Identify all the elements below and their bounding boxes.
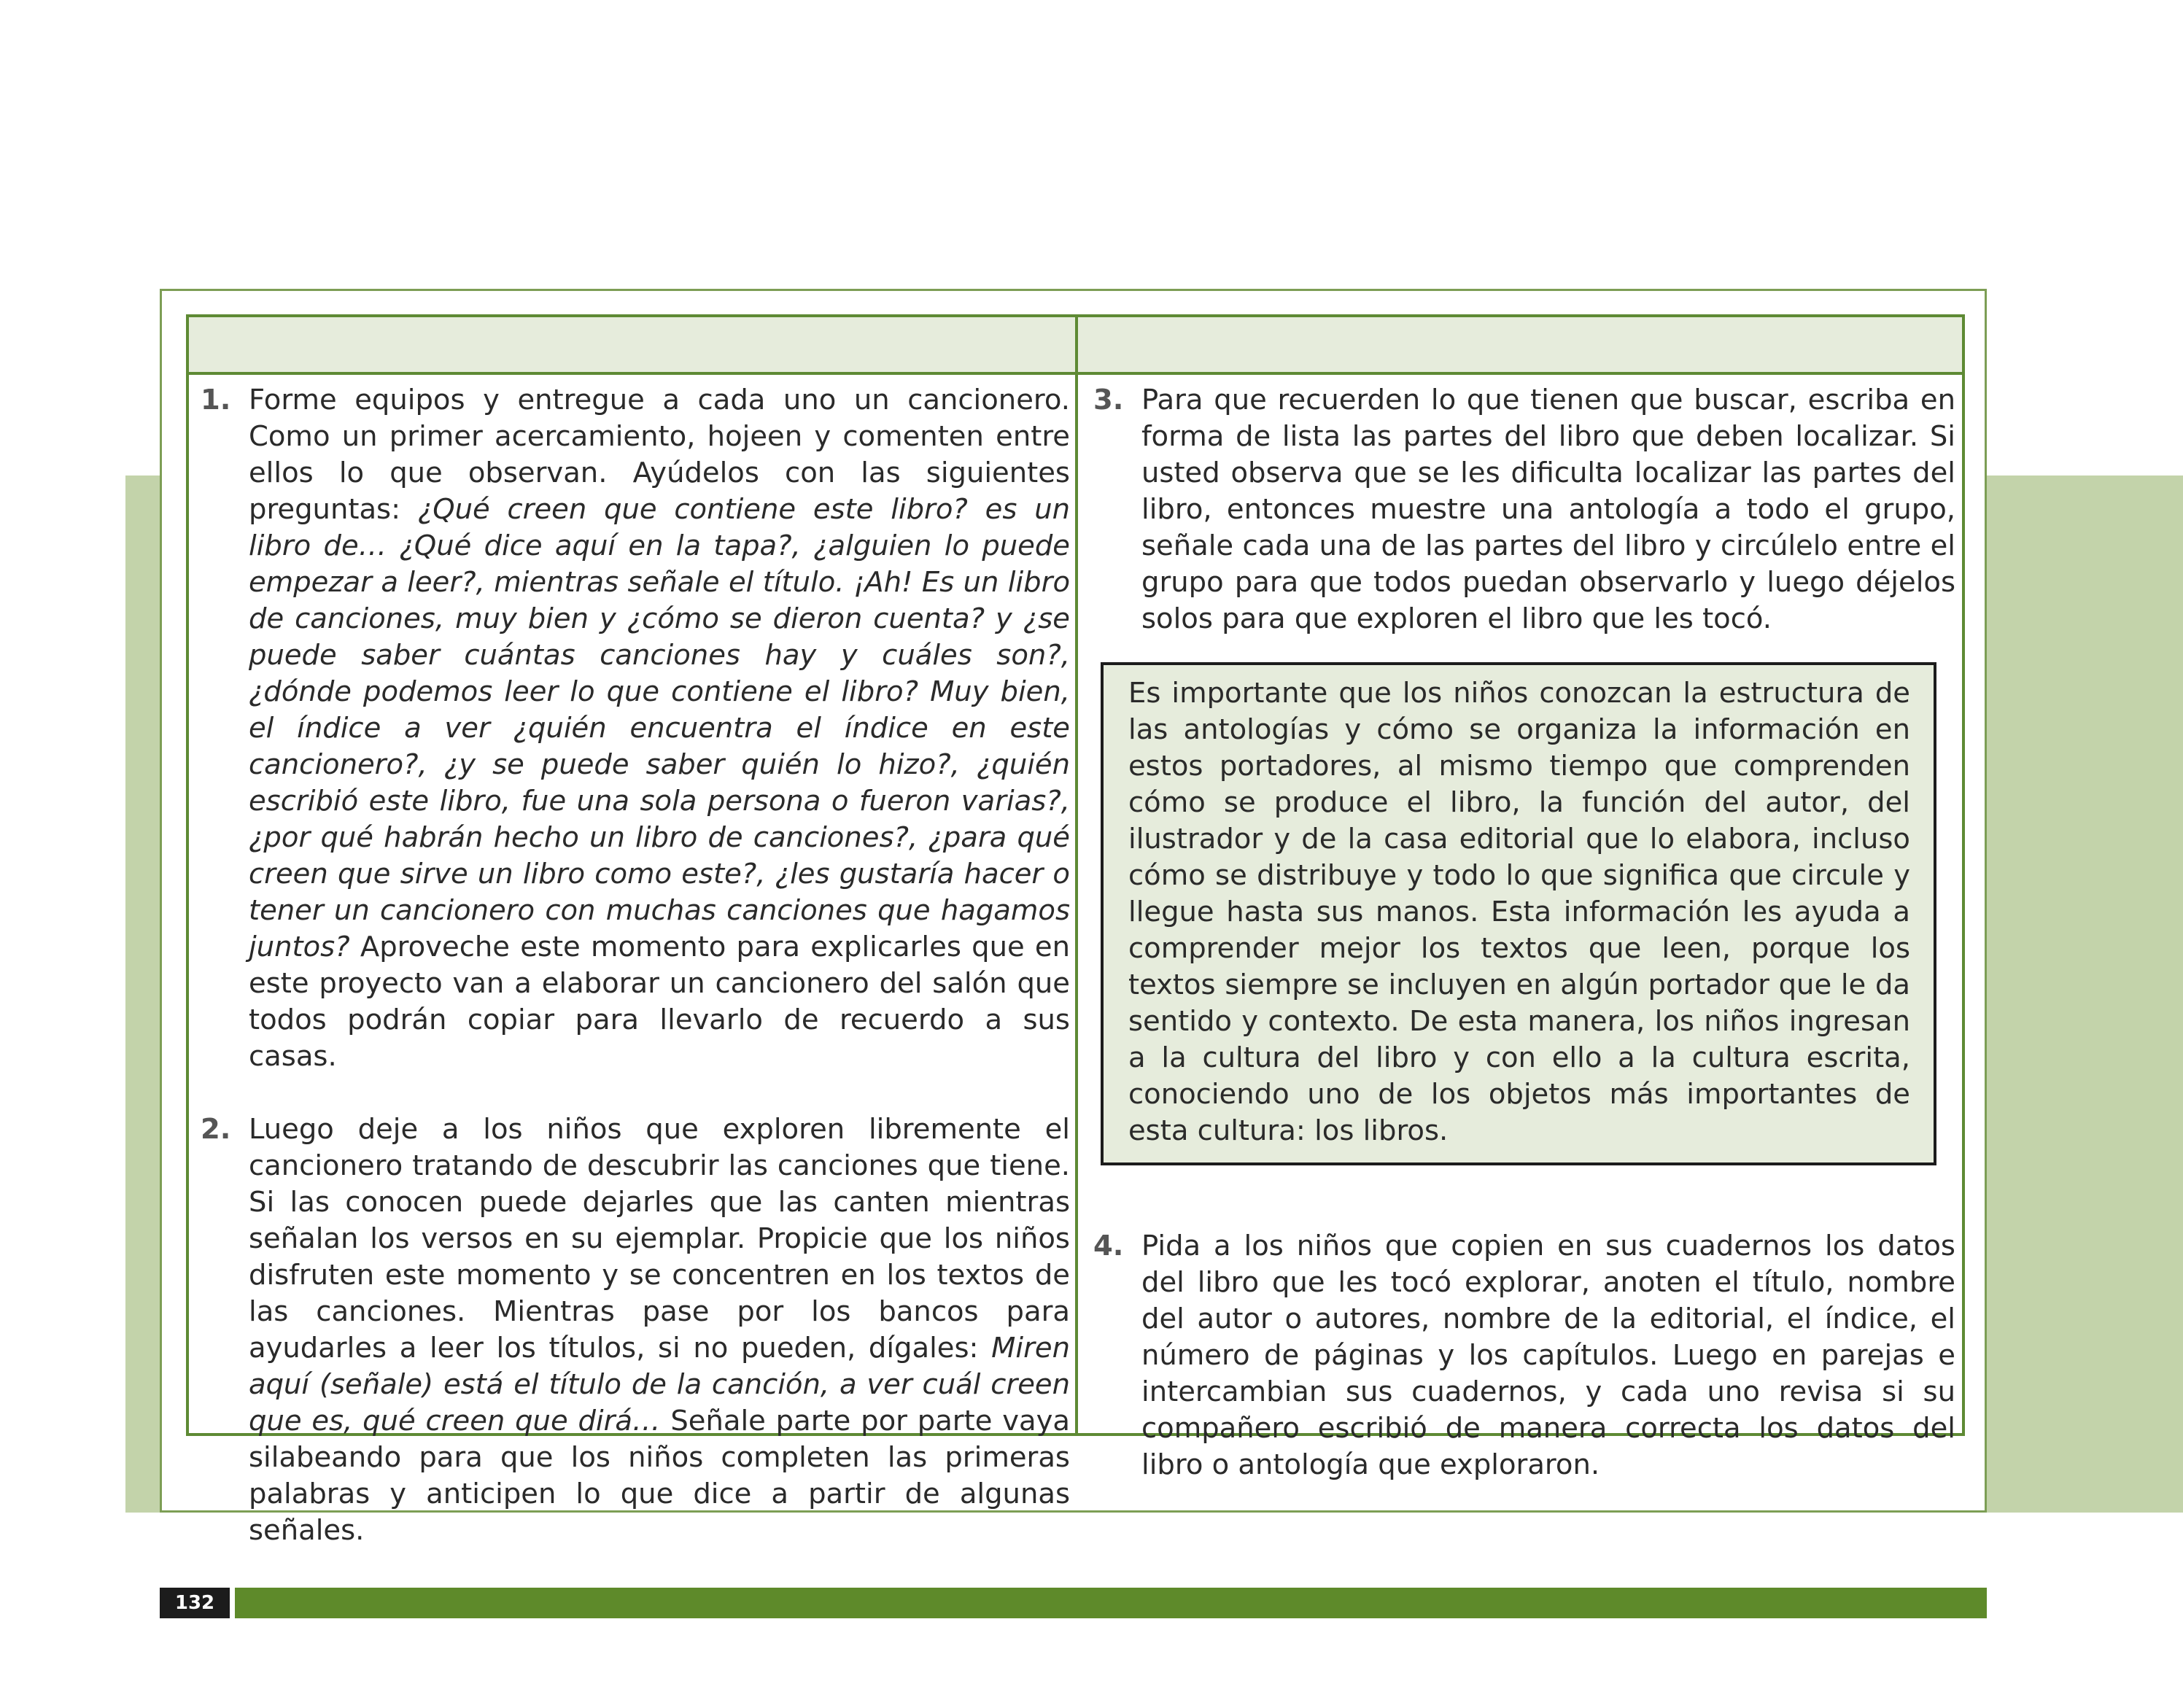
list-item-2 [195,1111,1070,1549]
note-box [1101,662,1936,1165]
item-number: 4. [1093,1230,1124,1262]
page-number: 132 [160,1588,230,1618]
left-column [195,375,1070,1549]
right-column [1087,375,1955,1483]
item-text: Luego deje a los niños que exploren libremente el cancionero tratando de descubrir las canciones que tiene. Si las conocen puede dejarles que las canten mientras señalan los versos en su ejemplar. Propicie que los niños disfruten este momento y se concentren en los textos de las canciones. Mientras pase por los bancos para ayudarles a leer los títulos, si no pueden, dígales: [249,1113,1070,1365]
list-item-4 [1087,1228,1955,1483]
item-number: 2. [201,1113,231,1146]
activity-table [186,314,1965,1547]
item-text: Pida a los niños que copien en sus cuadernos los datos del libro que les tocó explorar, anoten el título, nombre del autor o autores, nombre de la editorial, el índice, el número de páginas y los capítulos. Luego en parejas e intercambian sus cuadernos, y cada uno revisa si su compañero escribió de manera correcta los datos del libro o antología que exploraron. [1141,1230,1955,1481]
item-italic-quote: Miren aquí (señale) está el título de la canción, a ver cuál creen que es, qué creen que dirá… [249,1332,1070,1437]
item-text: Aproveche este momento para explicarles que en este proyecto van a elaborar un cancionero del salón que todos podrán copiar para llevarlo de recuerdo a sus casas. [249,931,1070,1073]
note-text: Es importante que los niños conozcan la estructura de las antologías y cómo se organiza la información en estos portadores, al mismo tiempo que comprenden cómo se produce el libro, la función del autor, del ilustrador y de la casa editorial que lo elabora, incluso cómo se distribuye y todo lo que significa que circule y llegue hasta sus manos. Esta información les ayuda a comprender mejor los textos que leen, porque los textos siempre se incluyen en algún portador que le da sentido y contexto. De esta manera, los niños ingresan a la cultura del libro y con ello a la cultura escrita, conociendo uno de los objetos más importantes de esta cultura: los libros. [1128,677,1910,1147]
list-item-3 [1087,382,1955,637]
item-italic-questions: ¿Qué creen que contiene este libro? es un libro de… ¿Qué dice aquí en la tapa?, ¿alguien lo puede empezar a leer?, mientras señale el título. ¡Ah! Es un libro de canciones, muy bien y ¿cómo se dieron cuenta? y ¿se puede saber cuántas canciones hay y cuáles son?, ¿dónde podemos leer lo que contiene el libro? Muy bien, el índice a ver ¿quién encuentra el índice en este cancionero?, ¿y se puede saber quién lo hizo?, ¿quién escribió este libro, fue una sola persona o fueron varias?, ¿por qué habrán hecho un libro de canciones?, ¿para qué creen que sirve un libro como este?, ¿les gustaría hacer o tener un cancionero con muchas canciones que hagamos juntos? [249,493,1070,963]
item-text: Señale parte por parte vaya silabeando para que los niños completen las primeras palabras y anticipen lo que dice a partir de algunas señales. [249,1405,1070,1547]
item-text: Para que recuerden lo que tienen que buscar, escriba en forma de lista las partes del libro que deben localizar. Si usted observa que se les dificulta localizar las partes del libro, entonces muestre una antología a todo el grupo, señale cada una de las partes del libro y circúlelo entre el grupo para que todos puedan observarlo y luego déjelos solos para que exploren el libro que les tocó. [1141,384,1955,635]
item-number: 1. [201,384,231,416]
right-decorative-band [1985,475,2183,1513]
list-item-1 [195,382,1070,1075]
item-text: Forme equipos y entregue a cada uno un cancionero. Como un primer acercamiento, hojeen y comenten entre ellos lo que observan. Ayúdelos con las siguientes preguntas: [249,384,1070,526]
item-number: 3. [1093,384,1124,416]
left-decorative-band [125,475,163,1513]
column-divider [1075,317,1078,1433]
footer-bar [235,1588,1987,1618]
